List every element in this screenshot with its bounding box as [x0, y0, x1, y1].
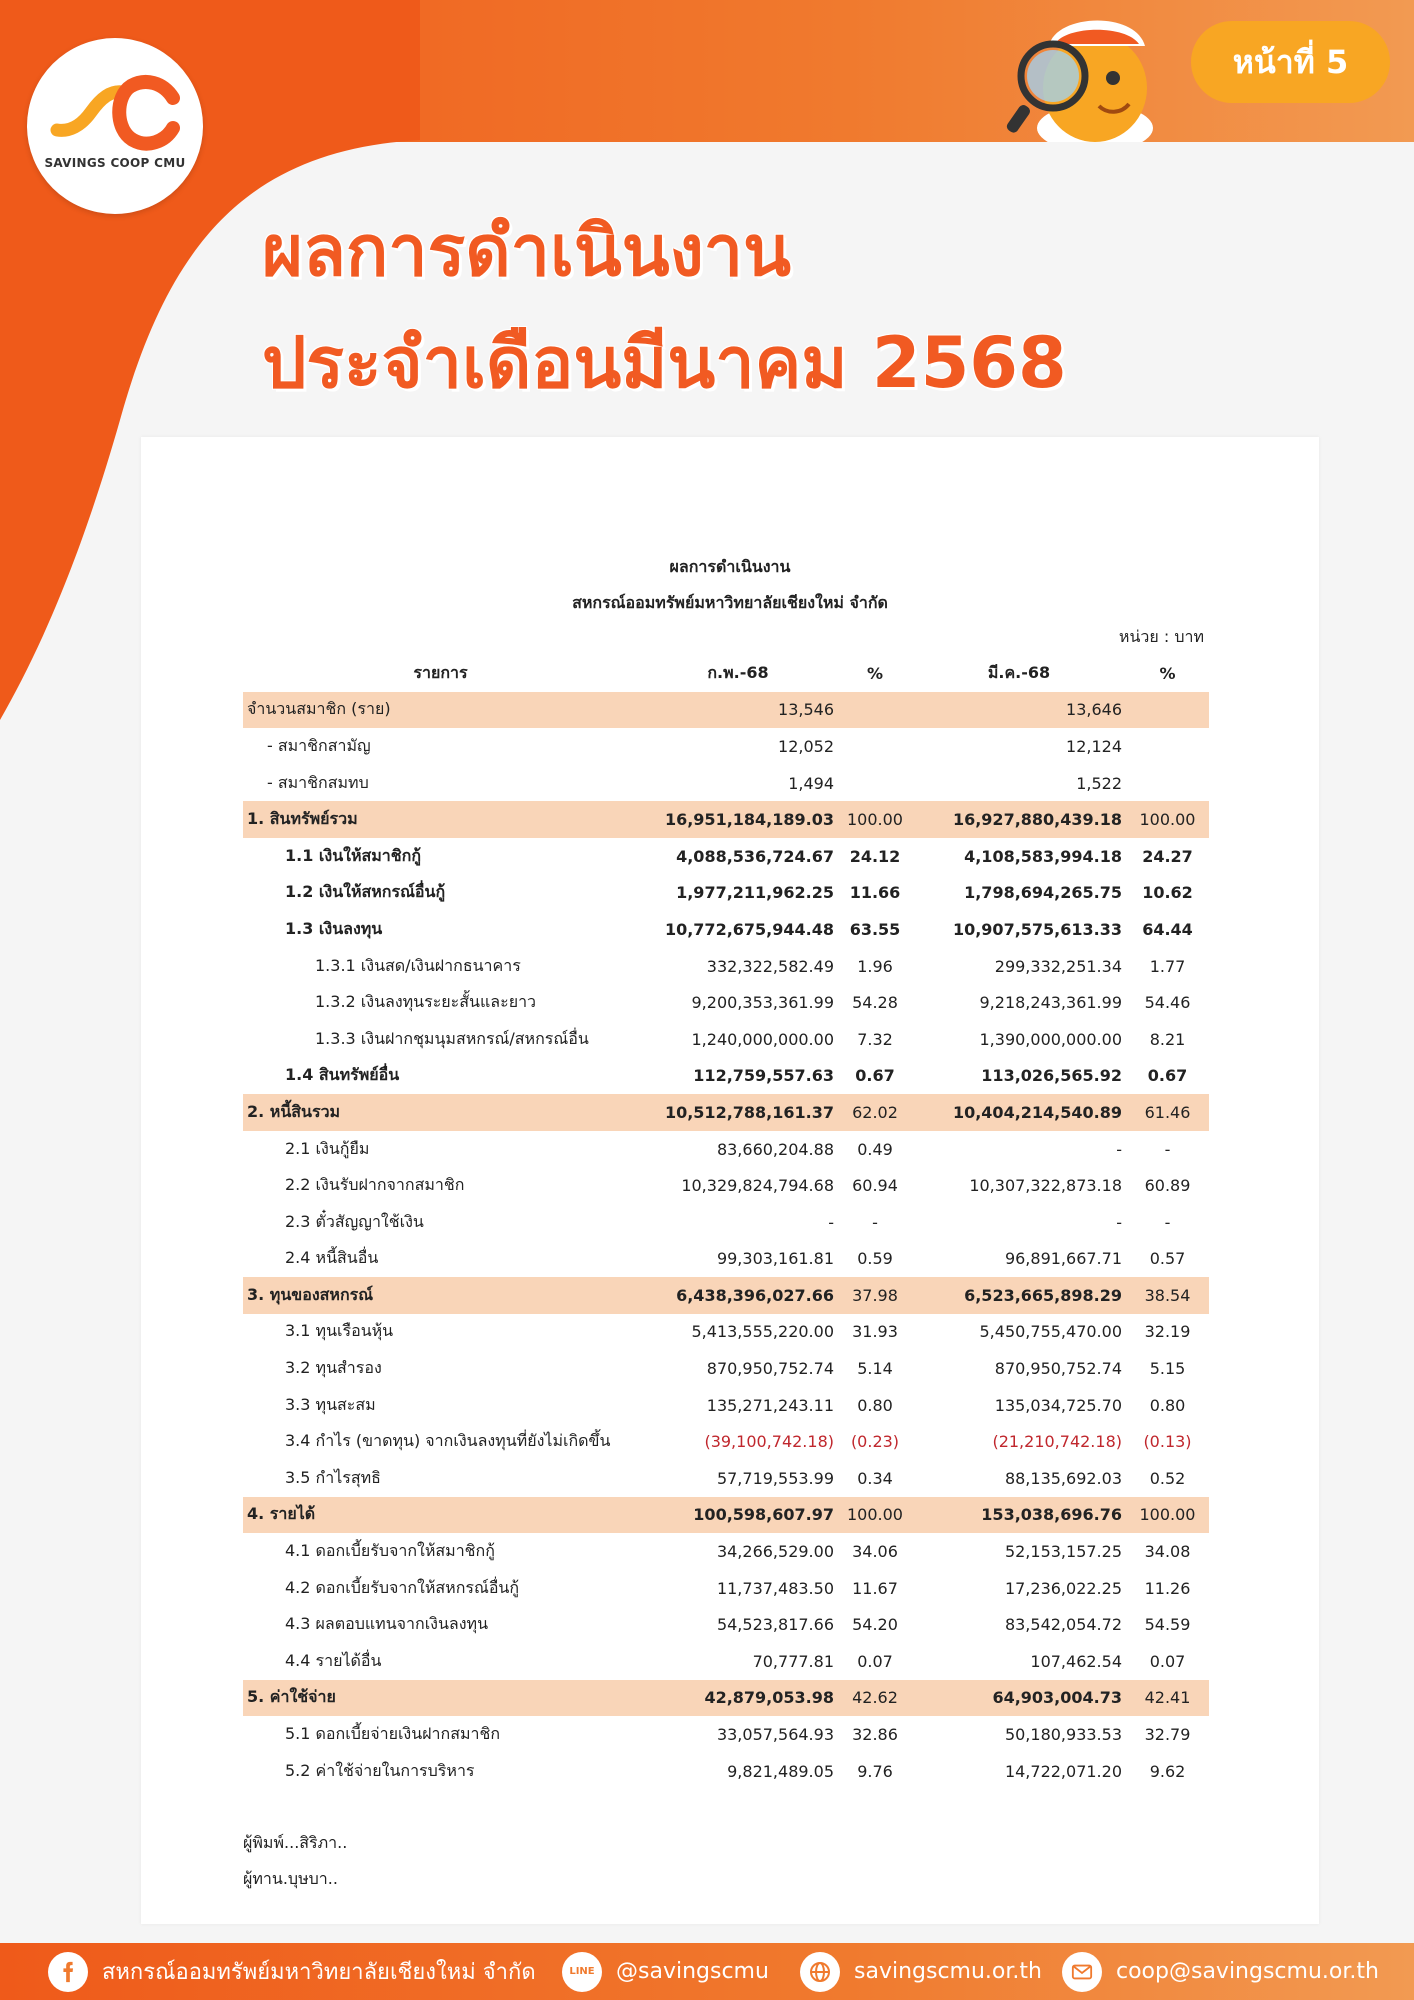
- row-feb-percent: 63.55: [849, 919, 901, 939]
- row-mar-percent: 9.62: [1149, 1761, 1186, 1781]
- line-icon: LINE: [562, 1952, 602, 1992]
- mascot-icon: [995, 0, 1175, 142]
- row-item: 1.3.2 เงินลงทุนระยะสั้นและยาว: [315, 992, 537, 1012]
- row-feb-value: 54,523,817.66: [716, 1615, 834, 1635]
- row-mar-percent: 42.41: [1126, 1680, 1209, 1717]
- row-mar-value: 299,332,251.34: [994, 956, 1122, 976]
- row-feb-percent: [838, 765, 912, 802]
- row-feb-value: 13,546: [638, 692, 838, 729]
- footer-email-text: coop@savingscmu.or.th: [1116, 1959, 1379, 1984]
- row-feb-percent: 62.02: [838, 1094, 912, 1131]
- column-header: %: [1159, 663, 1176, 683]
- page-number-badge: หน้าที่ 5: [1191, 21, 1390, 103]
- row-feb-value: 4,088,536,724.67: [676, 846, 834, 866]
- page-title: [262, 195, 1262, 419]
- row-mar-value: 1,390,000,000.00: [979, 1029, 1122, 1049]
- row-mar-value: 64,903,004.73: [912, 1680, 1126, 1717]
- row-mar-percent: 5.15: [1149, 1359, 1186, 1379]
- row-mar-percent: 8.21: [1149, 1029, 1186, 1049]
- row-feb-percent: [838, 692, 912, 729]
- row-feb-percent: (0.23): [850, 1432, 900, 1452]
- row-mar-value: 83,542,054.72: [1004, 1615, 1122, 1635]
- row-mar-percent: 32.19: [1144, 1322, 1191, 1342]
- footer-website-text: savingscmu.or.th: [854, 1959, 1042, 1984]
- row-item: 2. หนี้สินรวม: [243, 1094, 638, 1131]
- row-feb-value: 42,879,053.98: [638, 1680, 838, 1717]
- row-mar-percent: 100.00: [1126, 801, 1209, 838]
- unit-label: หน่วย : บาท: [1118, 627, 1204, 646]
- row-feb-percent: 42.62: [838, 1680, 912, 1717]
- column-header: มี.ค.-68: [987, 662, 1051, 682]
- row-item: - สมาชิกสามัญ: [267, 735, 371, 755]
- row-mar-percent: 32.79: [1144, 1725, 1191, 1745]
- row-item: 3.4 กำไร (ขาดทุน) จากเงินลงทุนที่ยังไม่เกิดขึ้น: [285, 1431, 611, 1451]
- row-feb-percent: 0.49: [857, 1139, 893, 1159]
- row-mar-percent: 34.08: [1144, 1542, 1191, 1562]
- footer-band: [0, 1943, 1414, 2000]
- table-row: [243, 1423, 1209, 1460]
- mail-icon: [1062, 1952, 1102, 1992]
- row-mar-percent: (0.13): [1143, 1432, 1192, 1452]
- row-mar-percent: 54.59: [1144, 1615, 1191, 1635]
- row-item: 5.1 ดอกเบี้ยจ่ายเงินฝากสมาชิก: [285, 1724, 501, 1744]
- row-item: 1. สินทรัพย์รวม: [243, 801, 638, 838]
- row-feb-percent: 0.80: [857, 1395, 893, 1415]
- logo[interactable]: [27, 38, 203, 214]
- row-mar-percent: [1126, 728, 1209, 765]
- row-item: 2.4 หนี้สินอื่น: [285, 1248, 379, 1268]
- row-mar-percent: 0.07: [1149, 1651, 1186, 1671]
- row-feb-percent: 9.76: [857, 1761, 893, 1781]
- row-feb-value: 100,598,607.97: [638, 1497, 838, 1534]
- table-row: [243, 911, 1209, 948]
- table-row: [243, 1753, 1209, 1790]
- row-item: 4.2 ดอกเบี้ยรับจากให้สหกรณ์อื่นกู้: [285, 1577, 520, 1597]
- facebook-icon: [48, 1952, 88, 1992]
- row-feb-percent: 60.94: [852, 1176, 898, 1196]
- row-mar-value: -: [1116, 1139, 1122, 1159]
- row-feb-value: 9,200,353,361.99: [691, 993, 834, 1013]
- table-row: [243, 1387, 1209, 1424]
- page-title-line1: ผลการดำเนินงาน: [262, 210, 791, 292]
- table-row: [243, 1716, 1209, 1753]
- row-mar-percent: 0.67: [1147, 1066, 1188, 1086]
- row-item: 5. ค่าใช้จ่าย: [243, 1680, 638, 1717]
- row-mar-value: 10,307,322,873.18: [969, 1176, 1122, 1196]
- table-row: [243, 1314, 1209, 1351]
- row-feb-value: (39,100,742.18): [704, 1432, 834, 1452]
- row-feb-percent: [838, 728, 912, 765]
- row-mar-percent: 0.52: [1149, 1468, 1186, 1488]
- performance-table: [243, 655, 1209, 1789]
- row-item: 3.3 ทุนสะสม: [285, 1394, 376, 1414]
- row-feb-value: 9,821,489.05: [727, 1761, 834, 1781]
- table-row: [243, 1021, 1209, 1058]
- row-mar-value: 113,026,565.92: [981, 1066, 1122, 1086]
- row-item: 1.3 เงินลงทุน: [285, 918, 383, 938]
- row-mar-value: 17,236,022.25: [1004, 1578, 1122, 1598]
- report-subtitle: สหกรณ์ออมทรัพย์มหาวิทยาลัยเชียงใหม่ จำกัด: [572, 593, 888, 612]
- row-item: 4.3 ผลตอบแทนจากเงินลงทุน: [285, 1614, 489, 1634]
- row-feb-percent: 7.32: [857, 1029, 893, 1049]
- row-feb-percent: 31.93: [852, 1322, 898, 1342]
- row-mar-value: 96,891,667.71: [1004, 1249, 1122, 1269]
- report-paper: [141, 437, 1319, 1924]
- table-row: [243, 765, 1209, 802]
- footer-line-text: @savingscmu: [616, 1959, 769, 1984]
- row-feb-percent: 37.98: [838, 1277, 912, 1314]
- row-feb-value: -: [828, 1212, 834, 1232]
- row-item: 5.2 ค่าใช้จ่ายในการบริหาร: [285, 1760, 475, 1780]
- footer-facebook-text: สหกรณ์ออมทรัพย์มหาวิทยาลัยเชียงใหม่ จำกัด: [102, 1960, 536, 1985]
- coop-logo-icon: [45, 68, 185, 158]
- row-feb-percent: 11.67: [852, 1578, 898, 1598]
- row-feb-percent: 0.07: [857, 1651, 893, 1671]
- row-feb-percent: 0.59: [857, 1249, 893, 1269]
- table-row: [243, 1058, 1209, 1095]
- row-mar-value: 107,462.54: [1030, 1651, 1122, 1671]
- table-row: [243, 1533, 1209, 1570]
- footer-line[interactable]: [562, 1943, 769, 2000]
- row-item: - สมาชิกสมทบ: [267, 772, 369, 792]
- row-mar-percent: 24.27: [1142, 846, 1193, 866]
- row-mar-value: 1,798,694,265.75: [964, 883, 1122, 903]
- footer-website[interactable]: [800, 1943, 1042, 2000]
- row-feb-value: 5,413,555,220.00: [691, 1322, 834, 1342]
- table-row: [243, 728, 1209, 765]
- row-mar-percent: -: [1164, 1212, 1171, 1232]
- row-mar-percent: 0.80: [1149, 1395, 1186, 1415]
- table-row: [243, 1131, 1209, 1168]
- row-mar-value: 10,907,575,613.33: [952, 919, 1122, 939]
- logo-text: SAVINGS COOP CMU: [44, 156, 186, 170]
- table-row: [243, 1643, 1209, 1680]
- table-row: [243, 1277, 1209, 1314]
- row-mar-percent: -: [1164, 1139, 1171, 1159]
- row-item: 1.3.1 เงินสด/เงินฝากธนาคาร: [315, 955, 521, 975]
- row-feb-percent: 1.96: [857, 956, 893, 976]
- row-feb-value: 10,329,824,794.68: [681, 1176, 834, 1196]
- row-mar-percent: 0.57: [1149, 1249, 1186, 1269]
- table-row: [243, 692, 1209, 729]
- table-header-row: [243, 655, 1209, 692]
- table-row: [243, 1094, 1209, 1131]
- table-row: [243, 1167, 1209, 1204]
- row-mar-percent: 10.62: [1142, 883, 1193, 903]
- row-feb-percent: 54.28: [852, 993, 898, 1013]
- row-item: จำนวนสมาชิก (ราย): [243, 692, 638, 729]
- table-row: [243, 801, 1209, 838]
- row-mar-percent: [1126, 765, 1209, 802]
- row-mar-value: 5,450,755,470.00: [979, 1322, 1122, 1342]
- row-item: 3.2 ทุนสำรอง: [285, 1358, 382, 1378]
- row-item: 4.4 รายได้อื่น: [285, 1650, 382, 1670]
- column-header: รายการ: [413, 662, 468, 682]
- row-feb-percent: 0.67: [855, 1066, 895, 1086]
- row-mar-value: 14,722,071.20: [1004, 1761, 1122, 1781]
- row-mar-value: 52,153,157.25: [1004, 1542, 1122, 1562]
- row-feb-percent: 100.00: [838, 1497, 912, 1534]
- column-header: ก.พ.-68: [707, 662, 769, 682]
- row-feb-value: 34,266,529.00: [716, 1542, 834, 1562]
- row-feb-value: 6,438,396,027.66: [638, 1277, 838, 1314]
- footer-email[interactable]: [1062, 1943, 1379, 2000]
- row-feb-percent: 24.12: [849, 846, 901, 866]
- row-mar-value: -: [1116, 1212, 1122, 1232]
- row-mar-percent: 100.00: [1126, 1497, 1209, 1534]
- row-mar-value: 12,124: [1066, 736, 1122, 756]
- row-item: 4. รายได้: [243, 1497, 638, 1534]
- table-row: [243, 838, 1209, 875]
- row-feb-percent: 32.86: [852, 1725, 898, 1745]
- row-item: 1.2 เงินให้สหกรณ์อื่นกู้: [285, 882, 446, 902]
- page-title-line2: ประจำเดือนมีนาคม 2568: [262, 322, 1067, 404]
- row-item: 2.2 เงินรับฝากจากสมาชิก: [285, 1175, 465, 1195]
- table-row: [243, 875, 1209, 912]
- table-row: [243, 1570, 1209, 1607]
- row-mar-percent: 38.54: [1126, 1277, 1209, 1314]
- row-mar-value: 13,646: [912, 692, 1126, 729]
- footer-facebook[interactable]: [48, 1943, 536, 2000]
- row-feb-value: 11,737,483.50: [716, 1578, 834, 1598]
- globe-icon: [800, 1952, 840, 1992]
- row-feb-value: 12,052: [778, 736, 834, 756]
- row-item: 3.1 ทุนเรือนหุ้น: [285, 1321, 394, 1341]
- row-feb-value: 16,951,184,189.03: [638, 801, 838, 838]
- row-item: 2.3 ตั๋วสัญญาใช้เงิน: [285, 1211, 424, 1231]
- row-mar-percent: 61.46: [1126, 1094, 1209, 1131]
- row-feb-percent: 100.00: [838, 801, 912, 838]
- table-row: [243, 1497, 1209, 1534]
- row-feb-value: 1,977,211,962.25: [676, 883, 834, 903]
- row-item: 1.4 สินทรัพย์อื่น: [285, 1065, 400, 1085]
- row-item: 4.1 ดอกเบี้ยรับจากให้สมาชิกกู้: [285, 1541, 495, 1561]
- row-feb-percent: 5.14: [857, 1359, 893, 1379]
- table-row: [243, 948, 1209, 985]
- row-feb-value: 112,759,557.63: [693, 1066, 834, 1086]
- table-row: [243, 1680, 1209, 1717]
- row-mar-value: 9,218,243,361.99: [979, 993, 1122, 1013]
- row-feb-value: 83,660,204.88: [716, 1139, 834, 1159]
- row-mar-value: 153,038,696.76: [912, 1497, 1126, 1534]
- table-row: [243, 1460, 1209, 1497]
- table-row: [243, 1606, 1209, 1643]
- row-feb-percent: 11.66: [849, 883, 901, 903]
- table-row: [243, 984, 1209, 1021]
- row-mar-percent: 54.46: [1144, 993, 1191, 1013]
- row-item: 1.3.3 เงินฝากชุมนุมสหกรณ์/สหกรณ์อื่น: [315, 1028, 589, 1048]
- row-mar-value: 135,034,725.70: [994, 1395, 1122, 1415]
- table-row: [243, 1350, 1209, 1387]
- row-mar-percent: 64.44: [1142, 919, 1193, 939]
- row-feb-value: 1,494: [788, 773, 834, 793]
- row-feb-value: 57,719,553.99: [716, 1468, 834, 1488]
- row-mar-value: (21,210,742.18): [992, 1432, 1122, 1452]
- row-mar-percent: 60.89: [1144, 1176, 1191, 1196]
- row-feb-value: 870,950,752.74: [706, 1359, 834, 1379]
- row-mar-value: 1,522: [1076, 773, 1122, 793]
- row-mar-value: 6,523,665,898.29: [912, 1277, 1126, 1314]
- row-item: 2.1 เงินกู้ยืม: [285, 1138, 370, 1158]
- row-mar-percent: 11.26: [1144, 1578, 1191, 1598]
- row-mar-percent: 1.77: [1149, 956, 1186, 976]
- row-feb-value: 10,772,675,944.48: [664, 919, 834, 939]
- row-feb-value: 135,271,243.11: [706, 1395, 834, 1415]
- row-mar-value: 88,135,692.03: [1004, 1468, 1122, 1488]
- row-feb-value: 70,777.81: [752, 1651, 834, 1671]
- row-feb-percent: 0.34: [857, 1468, 893, 1488]
- column-header: %: [866, 663, 884, 683]
- row-item: 1.1 เงินให้สมาชิกกู้: [285, 845, 422, 865]
- report-title: ผลการดำเนินงาน: [669, 557, 791, 576]
- row-item: 3.5 กำไรสุทธิ: [285, 1467, 381, 1487]
- row-item: 3. ทุนของสหกรณ์: [243, 1277, 638, 1314]
- typist-signature: ผู้พิมพ์...สิริภา..: [243, 1833, 348, 1852]
- row-mar-value: 4,108,583,994.18: [964, 846, 1122, 866]
- table-row: [243, 1241, 1209, 1278]
- row-feb-percent: -: [872, 1212, 878, 1232]
- row-mar-value: 50,180,933.53: [1004, 1725, 1122, 1745]
- row-feb-percent: 54.20: [852, 1615, 898, 1635]
- row-feb-value: 99,303,161.81: [716, 1249, 834, 1269]
- row-mar-percent: [1126, 692, 1209, 729]
- row-mar-value: 10,404,214,540.89: [912, 1094, 1126, 1131]
- row-feb-value: 33,057,564.93: [716, 1725, 834, 1745]
- reviewer-signature: ผู้ทาน.บุษบา..: [243, 1869, 338, 1888]
- row-feb-value: 10,512,788,161.37: [638, 1094, 838, 1131]
- table-row: [243, 1204, 1209, 1241]
- row-mar-value: 870,950,752.74: [994, 1359, 1122, 1379]
- row-feb-value: 1,240,000,000.00: [691, 1029, 834, 1049]
- row-feb-value: 332,322,582.49: [706, 956, 834, 976]
- row-feb-percent: 34.06: [852, 1542, 898, 1562]
- row-mar-value: 16,927,880,439.18: [912, 801, 1126, 838]
